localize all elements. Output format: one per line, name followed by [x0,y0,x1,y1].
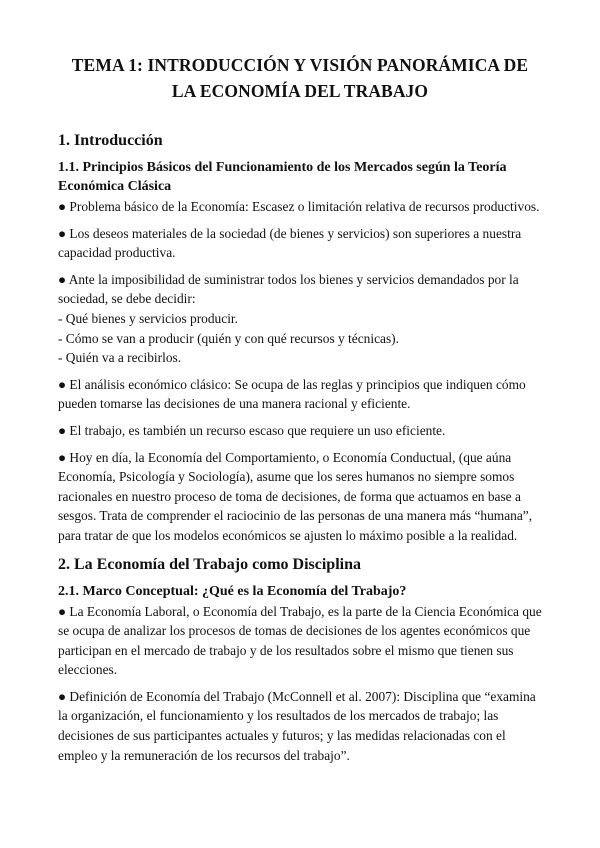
section-introduccion [58,130,542,546]
bullet-paragraph-with-list [58,270,542,368]
bullet-paragraph: ● El trabajo, es también un recurso escaso que requiere un uso eficiente. [58,422,446,438]
list-item: - Quién va a recibirlos. [58,350,182,366]
bullet-paragraph: ● Definición de Economía del Trabajo (McConnell et al. 2007): Disciplina que “examina la organización, el funcionamiento y los resultados de los mercados de trabajo; las decisiones de sus participantes actuales y futuros; y las medidas relacionadas con el empleo y la remuneración de los recursos del trabajo”. [58,688,536,763]
document-title-line-1: TEMA 1: INTRODUCCIÓN Y VISIÓN PANORÁMICA DE [71,55,529,75]
bullet-paragraph: ● Los deseos materiales de la sociedad (de bienes y servicios) son superiores a nuestra capacidad productiva. [58,225,522,261]
list-item: - Cómo se van a producir (quién y con qué recursos y técnicas). [58,330,399,346]
section-heading: 2. La Economía del Trabajo como Disciplina [58,555,361,573]
document-title-line-2: LA ECONOMÍA DEL TRABAJO [171,81,429,101]
document-title [58,52,542,104]
list-item: - Qué bienes y servicios producir. [58,310,238,326]
bullet-paragraph: ● Problema básico de la Economía: Escasez o limitación relativa de recursos productivos. [58,199,540,214]
subsection-heading: 2.1. Marco Conceptual: ¿Qué es la Economía del Trabajo? [58,583,407,599]
section-economia-del-trabajo [58,554,542,766]
bullet-paragraph: ● La Economía Laboral, o Economía del Trabajo, es la parte de la Ciencia Económica que se ocupa de analizar los procesos de tomas de decisiones de los agentes económicos que participan en el mercado de trabajo y de los resultados sobre el mismo que tienen sus elecciones. [58,603,542,678]
bullet-paragraph: ● Hoy en día, la Economía del Comportamiento, o Economía Conductual, (que aúna Economía, Psicología y Sociología), asume que los seres humanos no siempre somos racionales en nuestro proceso de toma de decisiones, de forma que actuamos en base a sesgos. Trata de comprender el raciocinio de las personas de una manera más “humana”, para tratar de que los modelos económicos se ajusten lo máximo posible a la realidad. [58,449,533,543]
subsection-heading: 1.1. Principios Básicos del Funcionamiento de los Mercados según la Teoría Económica Clásica [58,160,507,194]
section-heading: 1. Introducción [58,132,163,149]
bullet-text: ● Ante la imposibilidad de suministrar todos los bienes y servicios demandados por la sociedad, se debe decidir: [58,271,519,307]
bullet-paragraph: ● El análisis económico clásico: Se ocupa de las reglas y principios que indiquen cómo pueden tomarse las decisiones de una manera racional y eficiente. [58,376,526,412]
